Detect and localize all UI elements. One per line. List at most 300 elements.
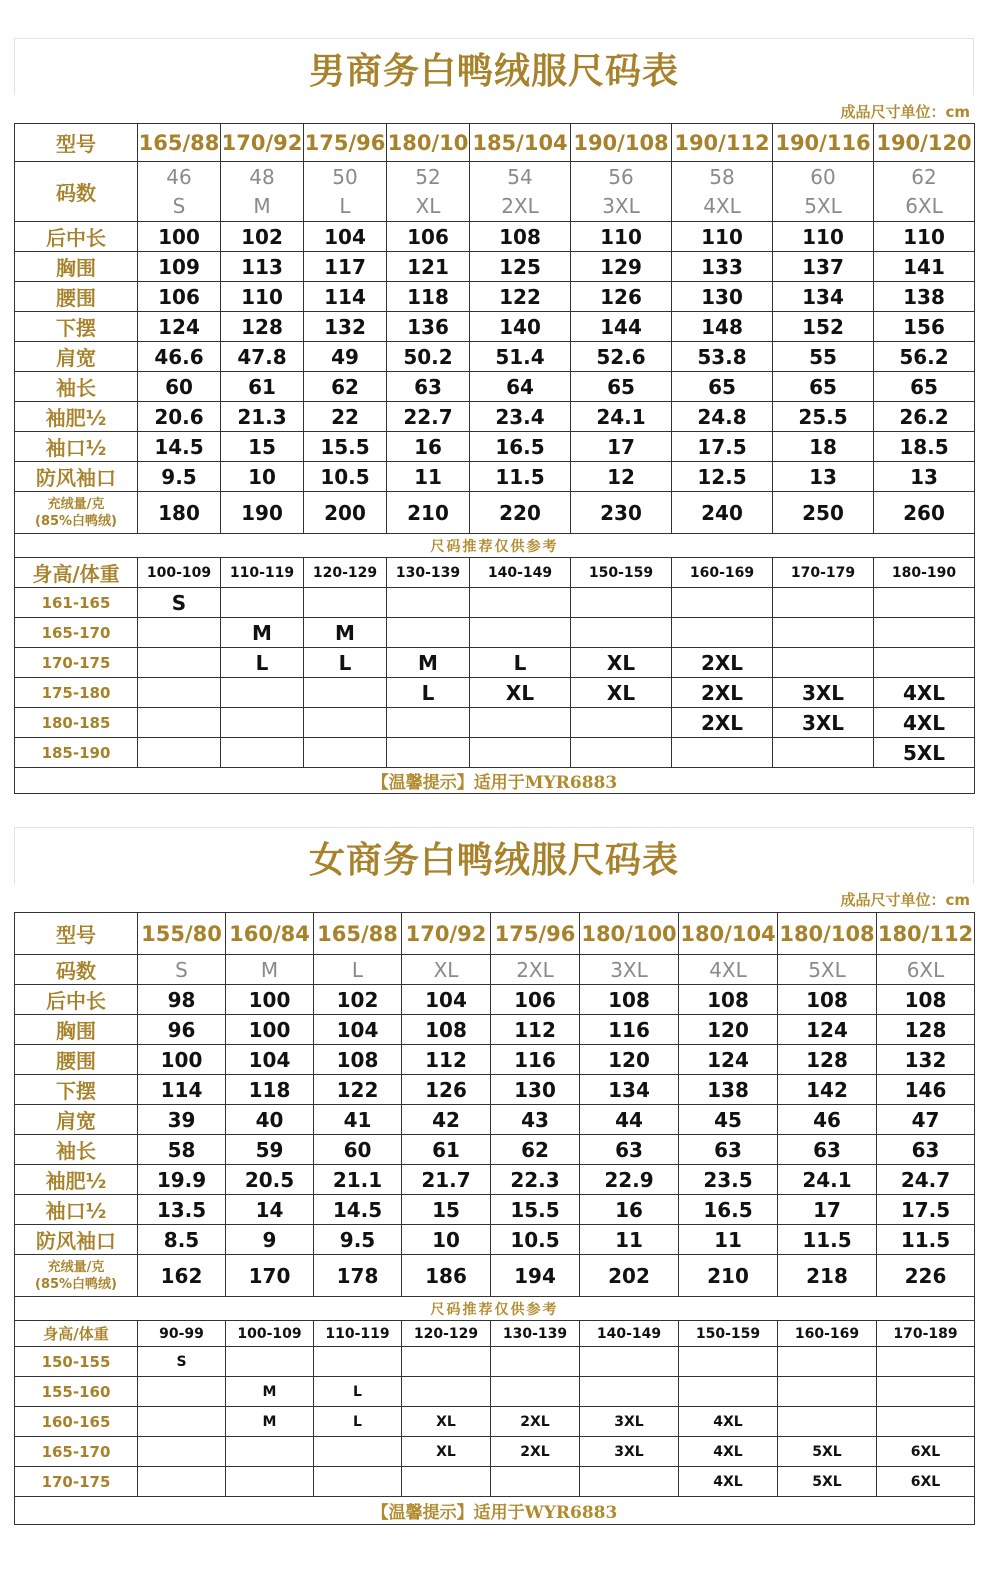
measure-value: 108 <box>402 1015 491 1045</box>
measure-value: 62 <box>304 372 387 402</box>
measure-value: 122 <box>314 1075 402 1105</box>
rec-size-cell <box>387 738 470 768</box>
fill-label-line-2: (85%白鸭绒) <box>35 513 117 529</box>
measure-value: 63 <box>877 1135 975 1165</box>
measure-value: 148 <box>672 312 773 342</box>
measure-value: 112 <box>491 1015 580 1045</box>
measure-value: 128 <box>221 312 304 342</box>
measure-value: 117 <box>304 252 387 282</box>
height-range-label: 165-170 <box>15 1437 138 1467</box>
measure-value: 10.5 <box>304 462 387 492</box>
rec-size-cell: XL <box>571 678 672 708</box>
measure-value: 43 <box>491 1105 580 1135</box>
rec-row <box>15 588 975 618</box>
rec-size-cell <box>491 1347 580 1377</box>
rec-size-cell: XL <box>571 648 672 678</box>
model-cell: 180/112 <box>877 913 975 955</box>
rec-size-cell <box>571 588 672 618</box>
height-range-label: 165-170 <box>15 618 138 648</box>
rec-size-cell: L <box>387 678 470 708</box>
measure-value: 98 <box>138 985 226 1015</box>
fill-value: 210 <box>387 492 470 534</box>
measure-value: 47 <box>877 1105 975 1135</box>
size-cell: 2XL <box>470 192 571 222</box>
measure-value: 11 <box>679 1225 778 1255</box>
size-cell: 4XL <box>672 192 773 222</box>
rec-size-cell <box>571 738 672 768</box>
fill-label-line-1: 充绒量/克 <box>47 1259 105 1275</box>
rec-row <box>15 618 975 648</box>
measure-value: 17.5 <box>877 1195 975 1225</box>
height-range-label: 170-175 <box>15 648 138 678</box>
rec-size-cell <box>877 1347 975 1377</box>
measure-value: 132 <box>877 1045 975 1075</box>
measure-value: 47.8 <box>221 342 304 372</box>
rec-size-cell: M <box>221 618 304 648</box>
rec-size-cell <box>580 1377 679 1407</box>
rec-size-cell: 4XL <box>679 1407 778 1437</box>
measure-value: 134 <box>580 1075 679 1105</box>
rec-size-cell: 6XL <box>877 1467 975 1497</box>
fill-value: 240 <box>672 492 773 534</box>
weight-range-cell: 150-159 <box>571 558 672 588</box>
men-title: 男商务白鸭绒服尺码表 <box>308 51 679 92</box>
size-cell: S <box>138 192 221 222</box>
rec-size-cell <box>470 618 571 648</box>
measure-value: 108 <box>580 985 679 1015</box>
measure-row <box>15 1045 975 1075</box>
model-cell: 165/88 <box>314 913 402 955</box>
size-cell: M <box>221 192 304 222</box>
measure-value: 8.5 <box>138 1225 226 1255</box>
recommend-note: 尺码推荐仅供参考 <box>15 534 975 558</box>
measure-row <box>15 1195 975 1225</box>
measure-value: 146 <box>877 1075 975 1105</box>
rec-size-cell <box>778 1347 877 1377</box>
measure-value: 129 <box>571 252 672 282</box>
measure-value: 120 <box>580 1045 679 1075</box>
height-range-label: 185-190 <box>15 738 138 768</box>
measure-value: 22 <box>304 402 387 432</box>
measure-label: 防风袖口 <box>15 462 138 492</box>
rec-size-cell <box>138 1467 226 1497</box>
measure-value: 128 <box>877 1015 975 1045</box>
measure-value: 106 <box>387 222 470 252</box>
weight-range-cell: 90-99 <box>138 1321 226 1347</box>
rec-size-cell <box>221 678 304 708</box>
measure-value: 41 <box>314 1105 402 1135</box>
measure-value: 20.6 <box>138 402 221 432</box>
measure-value: 46.6 <box>138 342 221 372</box>
code-cell: 56 <box>571 162 672 192</box>
code-cell: 58 <box>672 162 773 192</box>
rec-size-cell: L <box>221 648 304 678</box>
measure-row <box>15 432 975 462</box>
measure-value: 110 <box>672 222 773 252</box>
measure-row <box>15 402 975 432</box>
rec-size-cell: 2XL <box>491 1437 580 1467</box>
size-cell: 5XL <box>778 955 877 985</box>
rec-row <box>15 1407 975 1437</box>
model-cell: 165/88 <box>138 124 221 162</box>
weight-range-cell: 130-139 <box>387 558 470 588</box>
code-cell: 52 <box>387 162 470 192</box>
measure-value: 102 <box>314 985 402 1015</box>
rec-size-cell <box>679 1377 778 1407</box>
weight-range-cell: 140-149 <box>580 1321 679 1347</box>
measure-value: 122 <box>470 282 571 312</box>
measure-value: 9 <box>226 1225 314 1255</box>
height-range-label: 180-185 <box>15 708 138 738</box>
measure-value: 24.8 <box>672 402 773 432</box>
measure-value: 22.9 <box>580 1165 679 1195</box>
fill-value: 250 <box>773 492 874 534</box>
men-size-table <box>14 123 975 794</box>
rec-size-cell <box>773 618 874 648</box>
rec-size-cell: L <box>314 1377 402 1407</box>
rec-size-cell <box>226 1347 314 1377</box>
size-cell: L <box>314 955 402 985</box>
measure-value: 114 <box>138 1075 226 1105</box>
fill-value: 180 <box>138 492 221 534</box>
measure-label: 袖口½ <box>15 1195 138 1225</box>
model-cell: 155/80 <box>138 913 226 955</box>
recommend-note: 尺码推荐仅供参考 <box>15 1297 975 1321</box>
measure-value: 141 <box>874 252 975 282</box>
measure-value: 17 <box>778 1195 877 1225</box>
fill-row <box>15 1255 975 1297</box>
recommend-note-row <box>15 1297 975 1321</box>
measure-value: 100 <box>226 1015 314 1045</box>
rec-size-cell: L <box>304 648 387 678</box>
height-range-label: 175-180 <box>15 678 138 708</box>
measure-value: 138 <box>679 1075 778 1105</box>
measure-value: 136 <box>387 312 470 342</box>
measure-value: 19.9 <box>138 1165 226 1195</box>
height-range-label: 160-165 <box>15 1407 138 1437</box>
measure-value: 55 <box>773 342 874 372</box>
measure-value: 22.3 <box>491 1165 580 1195</box>
measure-value: 109 <box>138 252 221 282</box>
measure-label: 后中长 <box>15 985 138 1015</box>
measure-value: 25.5 <box>773 402 874 432</box>
model-cell: 190/108 <box>571 124 672 162</box>
fill-value: 200 <box>304 492 387 534</box>
measure-value: 133 <box>672 252 773 282</box>
measure-label: 胸围 <box>15 1015 138 1045</box>
measure-row <box>15 252 975 282</box>
rec-size-cell <box>491 1467 580 1497</box>
measure-row <box>15 1165 975 1195</box>
rec-size-cell <box>221 738 304 768</box>
measure-value: 16 <box>580 1195 679 1225</box>
rec-size-cell <box>778 1407 877 1437</box>
model-cell: 190/116 <box>773 124 874 162</box>
code-cell: 54 <box>470 162 571 192</box>
recommend-note-row <box>15 534 975 558</box>
rec-size-cell <box>402 1347 491 1377</box>
measure-value: 21.7 <box>402 1165 491 1195</box>
height-range-label: 150-155 <box>15 1347 138 1377</box>
fill-value: 162 <box>138 1255 226 1297</box>
measure-value: 61 <box>402 1135 491 1165</box>
rec-row <box>15 1347 975 1377</box>
weight-range-cell: 100-109 <box>138 558 221 588</box>
measure-value: 116 <box>491 1045 580 1075</box>
rec-size-cell: 2XL <box>491 1407 580 1437</box>
measure-value: 128 <box>778 1045 877 1075</box>
measure-value: 11.5 <box>877 1225 975 1255</box>
measure-value: 18.5 <box>874 432 975 462</box>
code-label: 码数 <box>15 955 138 985</box>
measure-row <box>15 372 975 402</box>
measure-value: 56.2 <box>874 342 975 372</box>
measure-value: 100 <box>138 1045 226 1075</box>
measure-row <box>15 1135 975 1165</box>
height-range-label: 161-165 <box>15 588 138 618</box>
rec-size-cell <box>877 1407 975 1437</box>
rec-row <box>15 1377 975 1407</box>
measure-value: 124 <box>778 1015 877 1045</box>
measure-row <box>15 1075 975 1105</box>
measure-value: 24.1 <box>571 402 672 432</box>
rec-size-cell <box>874 618 975 648</box>
size-cell: 2XL <box>491 955 580 985</box>
rec-size-cell: 2XL <box>672 708 773 738</box>
measure-value: 62 <box>491 1135 580 1165</box>
weight-range-cell: 160-169 <box>778 1321 877 1347</box>
rec-size-cell <box>874 648 975 678</box>
size-cell: S <box>138 955 226 985</box>
measure-value: 53.8 <box>672 342 773 372</box>
measure-value: 58 <box>138 1135 226 1165</box>
code-cell: 62 <box>874 162 975 192</box>
measure-value: 114 <box>304 282 387 312</box>
measure-value: 14.5 <box>138 432 221 462</box>
tip-row <box>15 768 975 794</box>
rec-size-cell <box>387 708 470 738</box>
rec-size-cell: XL <box>402 1437 491 1467</box>
measure-value: 14 <box>226 1195 314 1225</box>
measure-value: 130 <box>491 1075 580 1105</box>
measure-value: 118 <box>387 282 470 312</box>
size-cell: 4XL <box>679 955 778 985</box>
measure-label: 防风袖口 <box>15 1225 138 1255</box>
fill-value: 186 <box>402 1255 491 1297</box>
measure-value: 110 <box>571 222 672 252</box>
measure-value: 126 <box>402 1075 491 1105</box>
weight-range-cell: 120-129 <box>304 558 387 588</box>
measure-value: 104 <box>402 985 491 1015</box>
measure-value: 26.2 <box>874 402 975 432</box>
model-label: 型号 <box>15 124 138 162</box>
model-cell: 175/96 <box>304 124 387 162</box>
measure-value: 23.5 <box>679 1165 778 1195</box>
measure-value: 42 <box>402 1105 491 1135</box>
measure-value: 13 <box>773 462 874 492</box>
size-cell: 6XL <box>874 192 975 222</box>
rec-header-row <box>15 558 975 588</box>
rec-size-cell <box>138 648 221 678</box>
fill-label <box>15 1255 138 1297</box>
measure-label: 腰围 <box>15 282 138 312</box>
measure-value: 17.5 <box>672 432 773 462</box>
women-size-chart <box>14 827 974 1537</box>
rec-size-cell <box>314 1437 402 1467</box>
size-cell: M <box>226 955 314 985</box>
measure-value: 140 <box>470 312 571 342</box>
model-cell: 190/120 <box>874 124 975 162</box>
fill-value: 220 <box>470 492 571 534</box>
rec-size-cell <box>580 1347 679 1377</box>
measure-value: 15 <box>221 432 304 462</box>
model-cell: 180/104 <box>679 913 778 955</box>
rec-size-cell: 3XL <box>773 708 874 738</box>
measure-value: 21.3 <box>221 402 304 432</box>
measure-value: 10 <box>221 462 304 492</box>
measure-value: 16.5 <box>470 432 571 462</box>
measure-label: 袖长 <box>15 372 138 402</box>
measure-value: 124 <box>138 312 221 342</box>
weight-range-cell: 160-169 <box>672 558 773 588</box>
rec-size-cell <box>138 738 221 768</box>
measure-value: 65 <box>672 372 773 402</box>
rec-size-cell <box>304 588 387 618</box>
measure-label: 袖肥½ <box>15 1165 138 1195</box>
model-header-row <box>15 124 975 162</box>
measure-value: 108 <box>877 985 975 1015</box>
weight-range-cell: 130-139 <box>491 1321 580 1347</box>
measure-value: 132 <box>304 312 387 342</box>
rec-header-label: 身高/体重 <box>15 1321 138 1347</box>
size-cell: 6XL <box>877 955 975 985</box>
rec-size-cell <box>387 588 470 618</box>
measure-value: 125 <box>470 252 571 282</box>
measure-label: 袖肥½ <box>15 402 138 432</box>
measure-value: 118 <box>226 1075 314 1105</box>
rec-size-cell <box>314 1467 402 1497</box>
height-range-label: 170-175 <box>15 1467 138 1497</box>
rec-size-cell <box>679 1347 778 1377</box>
rec-size-cell: 2XL <box>672 648 773 678</box>
code-label: 码数 <box>15 162 138 222</box>
measure-value: 120 <box>679 1015 778 1045</box>
tip-text: 【温馨提示】适用于WYR6883 <box>15 1497 975 1525</box>
measure-value: 144 <box>571 312 672 342</box>
measure-value: 60 <box>138 372 221 402</box>
measure-row <box>15 985 975 1015</box>
measure-value: 108 <box>679 985 778 1015</box>
measure-value: 24.7 <box>877 1165 975 1195</box>
size-cell: XL <box>402 955 491 985</box>
measure-value: 110 <box>874 222 975 252</box>
rec-row <box>15 678 975 708</box>
rec-size-cell: 2XL <box>672 678 773 708</box>
measure-value: 110 <box>773 222 874 252</box>
measure-value: 106 <box>138 282 221 312</box>
men-unit-note: 成品尺寸单位：cm <box>840 103 970 121</box>
code-cell: 60 <box>773 162 874 192</box>
measure-label: 后中长 <box>15 222 138 252</box>
rec-size-cell <box>314 1347 402 1377</box>
rec-row <box>15 738 975 768</box>
women-unit-note: 成品尺寸单位：cm <box>840 891 970 909</box>
measure-value: 112 <box>402 1045 491 1075</box>
fill-label-line-2: (85%白鸭绒) <box>35 1276 117 1292</box>
measure-value: 51.4 <box>470 342 571 372</box>
tip-row <box>15 1497 975 1525</box>
measure-value: 126 <box>571 282 672 312</box>
measure-value: 65 <box>571 372 672 402</box>
measure-value: 15.5 <box>304 432 387 462</box>
men-title-box <box>14 38 974 95</box>
rec-size-cell <box>773 738 874 768</box>
code-row <box>15 162 975 192</box>
weight-range-cell: 110-119 <box>221 558 304 588</box>
fill-value: 178 <box>314 1255 402 1297</box>
measure-value: 65 <box>874 372 975 402</box>
fill-label <box>15 492 138 534</box>
measure-value: 104 <box>226 1045 314 1075</box>
measure-value: 12 <box>571 462 672 492</box>
measure-value: 108 <box>314 1045 402 1075</box>
measure-value: 12.5 <box>672 462 773 492</box>
size-row <box>15 192 975 222</box>
measure-label: 肩宽 <box>15 342 138 372</box>
measure-label: 下摆 <box>15 1075 138 1105</box>
weight-range-cell: 100-109 <box>226 1321 314 1347</box>
rec-size-cell: XL <box>470 678 571 708</box>
measure-value: 44 <box>580 1105 679 1135</box>
measure-value: 15 <box>402 1195 491 1225</box>
measure-value: 130 <box>672 282 773 312</box>
measure-value: 17 <box>571 432 672 462</box>
measure-value: 18 <box>773 432 874 462</box>
rec-size-cell: 5XL <box>778 1467 877 1497</box>
model-cell: 170/92 <box>402 913 491 955</box>
measure-value: 9.5 <box>314 1225 402 1255</box>
rec-row <box>15 1467 975 1497</box>
tip-text: 【温馨提示】适用于MYR6883 <box>15 768 975 794</box>
rec-row <box>15 1437 975 1467</box>
fill-value: 218 <box>778 1255 877 1297</box>
measure-row <box>15 462 975 492</box>
women-title: 女商务白鸭绒服尺码表 <box>308 840 679 881</box>
measure-label: 袖口½ <box>15 432 138 462</box>
weight-range-cell: 110-119 <box>314 1321 402 1347</box>
size-cell: 5XL <box>773 192 874 222</box>
rec-row <box>15 648 975 678</box>
measure-value: 22.7 <box>387 402 470 432</box>
measure-value: 21.1 <box>314 1165 402 1195</box>
rec-size-cell: 3XL <box>580 1407 679 1437</box>
weight-range-cell: 120-129 <box>402 1321 491 1347</box>
measure-value: 15.5 <box>491 1195 580 1225</box>
measure-value: 10 <box>402 1225 491 1255</box>
measure-row <box>15 342 975 372</box>
model-cell: 175/96 <box>491 913 580 955</box>
measure-value: 116 <box>580 1015 679 1045</box>
model-cell: 190/112 <box>672 124 773 162</box>
measure-value: 134 <box>773 282 874 312</box>
rec-size-cell <box>571 708 672 738</box>
measure-value: 65 <box>773 372 874 402</box>
women-title-box <box>14 827 974 884</box>
fill-label-line-1: 充绒量/克 <box>47 496 105 512</box>
rec-size-cell <box>672 588 773 618</box>
measure-value: 9.5 <box>138 462 221 492</box>
measure-row <box>15 282 975 312</box>
